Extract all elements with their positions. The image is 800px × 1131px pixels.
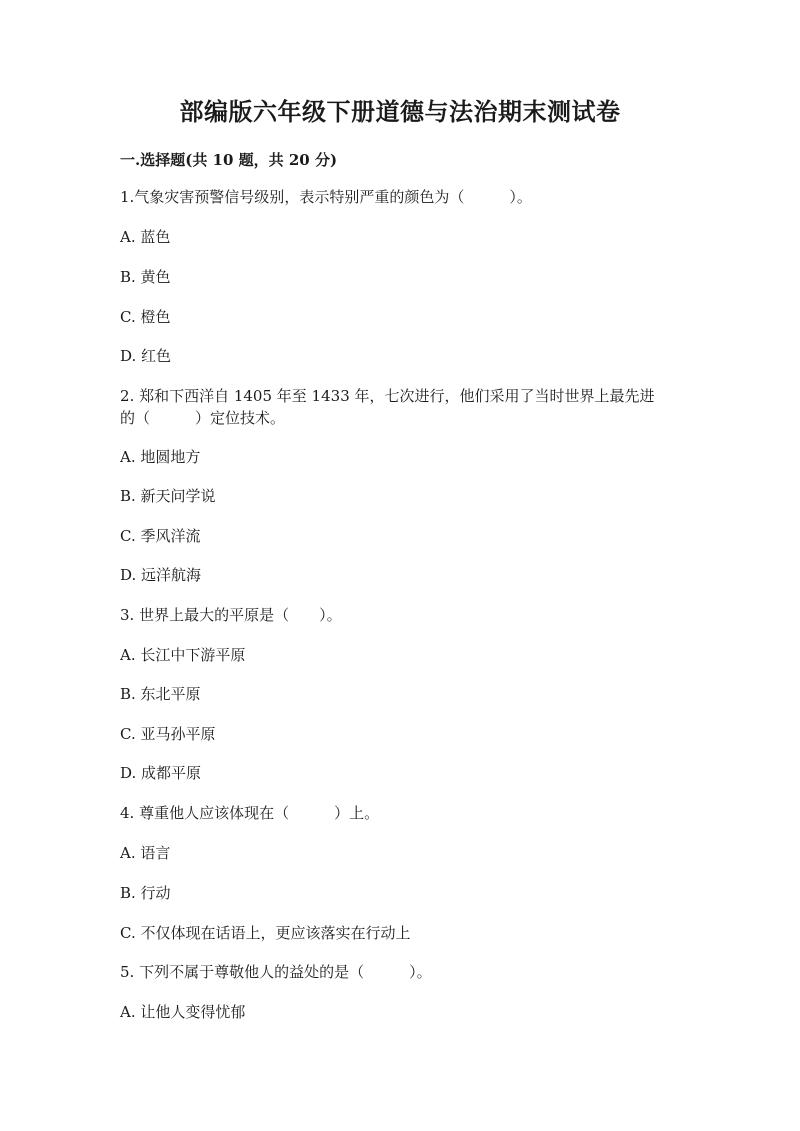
question-2-option-a: A. 地圆地方 xyxy=(120,448,201,466)
question-2-stem-line-1: 2. 郑和下西洋自 1405 年至 1433 年，七次进行，他们采用了当时世界上最先进 xyxy=(120,387,655,405)
question-3-stem: 3. 世界上最大的平原是（ ）。 xyxy=(120,606,342,624)
question-4-option-a: A. 语言 xyxy=(120,844,171,862)
question-3-option-a: A. 长江中下游平原 xyxy=(120,646,246,664)
question-3-option-d: D. 成都平原 xyxy=(120,764,202,782)
question-4-option-b: B. 行动 xyxy=(120,884,171,902)
question-1-option-c: C. 橙色 xyxy=(120,308,171,326)
question-1-option-b: B. 黄色 xyxy=(120,268,171,286)
question-1-option-a: A. 蓝色 xyxy=(120,228,171,246)
question-1-option-d: D. 红色 xyxy=(120,347,172,365)
question-5-option-a: A. 让他人变得忧郁 xyxy=(120,1003,246,1021)
page-title: 部编版六年级下册道德与法治期末测试卷 xyxy=(179,97,621,126)
question-3-option-b: B. 东北平原 xyxy=(120,685,201,703)
question-5-stem: 5. 下列不属于尊敬他人的益处的是（ ）。 xyxy=(120,963,432,981)
question-2-option-d: D. 远洋航海 xyxy=(120,566,202,584)
question-1-stem: 1.气象灾害预警信号级别，表示特别严重的颜色为（ ）。 xyxy=(120,188,532,206)
question-2-option-c: C. 季风洋流 xyxy=(120,527,201,545)
question-2-stem-line-2: 的（ ）定位技术。 xyxy=(120,409,286,427)
section-heading: 一.选择题(共 10 题，共 20 分) xyxy=(120,151,338,169)
question-4-stem: 4. 尊重他人应该体现在（ ）上。 xyxy=(120,804,380,822)
question-4-option-c: C. 不仅体现在话语上，更应该落实在行动上 xyxy=(120,924,411,942)
question-2-option-b: B. 新天问学说 xyxy=(120,487,216,505)
question-3-option-c: C. 亚马孙平原 xyxy=(120,725,216,743)
